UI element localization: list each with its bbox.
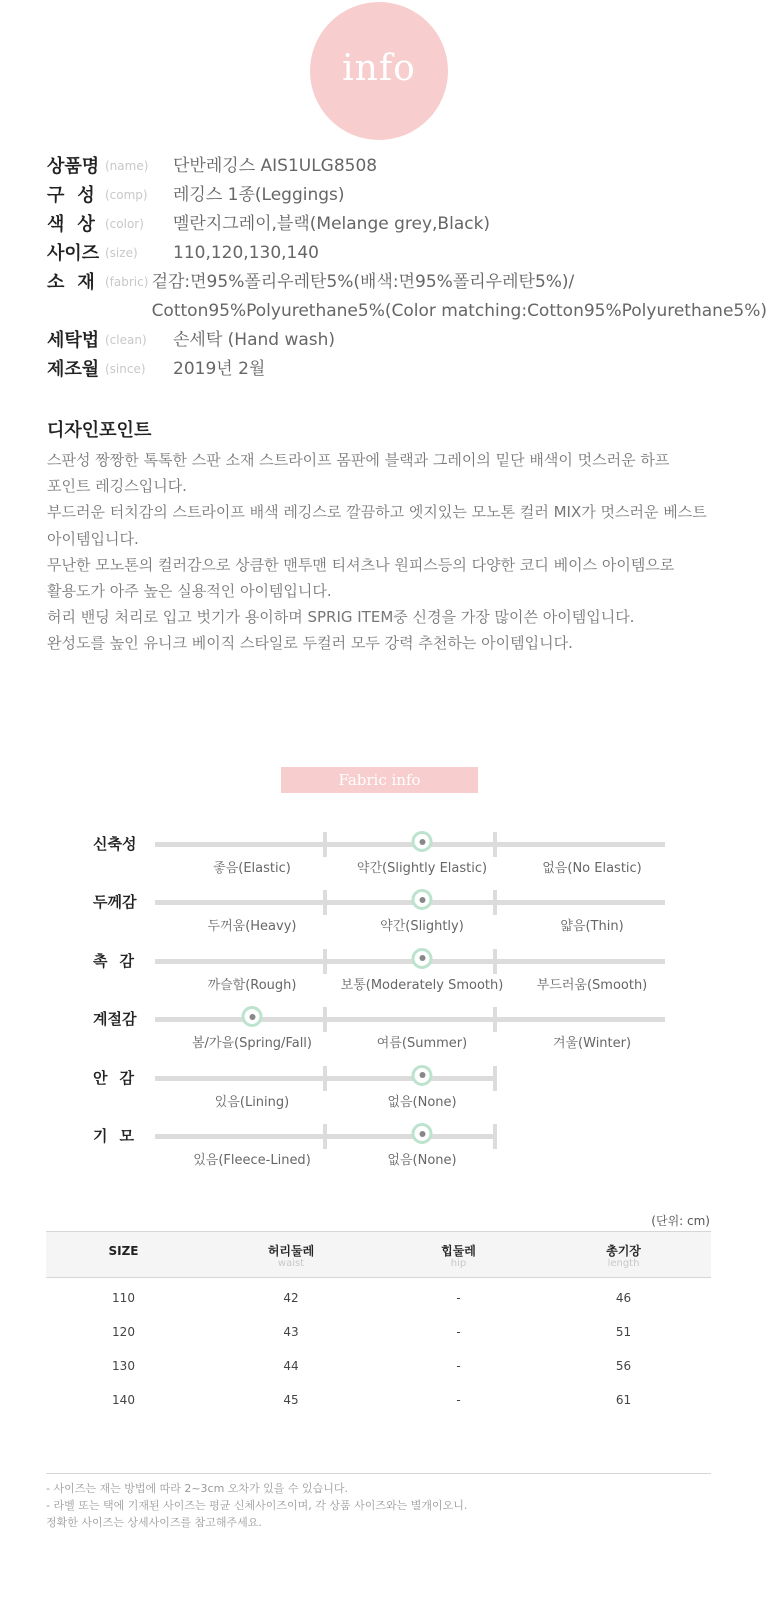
fabric-track <box>155 842 665 847</box>
spec-value-line: 손세탁 (Hand wash) <box>173 330 336 350</box>
spec-value-line: 멜란지그레이,블랙(Melange grey,Black) <box>173 214 491 234</box>
fabric-tick <box>323 890 327 915</box>
fabric-selected-marker <box>412 948 433 969</box>
note-line: 정확한 사이즈는 상세사이즈를 참고해주세요. <box>46 1516 262 1529</box>
spec-en-label: (color) <box>105 217 144 231</box>
spec-value-line: 2019년 2월 <box>173 359 266 379</box>
cell-size: 120 <box>112 1325 135 1339</box>
fabric-option: 약간(Slightly Elastic) <box>356 861 488 876</box>
table-row <box>46 1349 711 1383</box>
cell-hip: - <box>456 1291 461 1305</box>
spec-en-label: (size) <box>105 246 138 260</box>
fabric-tick <box>323 1124 327 1149</box>
cell-length: 46 <box>615 1291 632 1305</box>
design-point-body <box>47 447 747 657</box>
fabric-tick <box>493 832 497 857</box>
header-main: SIZE <box>108 1244 139 1258</box>
spec-value <box>173 210 490 239</box>
fabric-tick <box>493 1007 497 1032</box>
fabric-option: 봄/가을(Spring/Fall) <box>191 1036 312 1052</box>
fabric-tick <box>493 890 497 915</box>
spec-row-size <box>47 239 767 268</box>
cell-size: 140 <box>112 1393 135 1407</box>
spec-value-line: 단반레깅스 AIS1ULG8508 <box>173 156 378 176</box>
size-table-header <box>46 1231 711 1278</box>
spec-value-line: 레깅스 1종(Leggings) <box>173 185 345 205</box>
spec-en-label: (fabric) <box>105 275 149 289</box>
size-notes <box>46 1473 711 1531</box>
fabric-row-label: 계절감 <box>93 1010 137 1029</box>
cell-hip: - <box>456 1393 461 1407</box>
cell-length: 51 <box>615 1325 632 1339</box>
spec-value <box>173 152 377 181</box>
spec-label: 세탁법 <box>47 330 100 351</box>
design-line: 부드러운 터치감의 스트라이프 배색 레깅스로 깔끔하고 엣지있는 모노톤 컬러 MIX가 멋스러운 베스트 <box>47 503 707 522</box>
fabric-option: 까슬함(Rough) <box>207 977 297 993</box>
spec-value-line: 110,120,130,140 <box>173 243 320 263</box>
fabric-selected-marker <box>242 1006 263 1027</box>
fabric-tick <box>493 1124 497 1149</box>
spec-label: 상품명 <box>47 156 100 177</box>
fabric-info-title: Fabric info <box>338 771 421 789</box>
fabric-selected-marker <box>412 1123 433 1144</box>
header-sub: length <box>607 1258 640 1269</box>
fabric-option: 있음(Lining) <box>214 1094 290 1110</box>
fabric-option: 좋음(Elastic) <box>213 861 291 876</box>
table-row <box>46 1281 711 1315</box>
design-line: 허리 밴딩 처리로 입고 벗기가 용이하며 SPRIG ITEM중 신경을 가장 많이쓴 아이템입니다. <box>47 608 635 627</box>
product-spec <box>47 152 767 384</box>
header-length <box>536 1232 711 1277</box>
fabric-option: 없음(None) <box>387 1094 457 1110</box>
spec-en-label: (comp) <box>105 188 148 202</box>
design-line: 활용도가 아주 높은 실용적인 아이템입니다. <box>47 582 332 601</box>
design-line: 무난한 모노톤의 컬러감으로 상큼한 맨투맨 티셔츠나 원피스등의 다양한 코디 베이스 아이템으로 <box>47 555 675 574</box>
cell-waist: 43 <box>283 1325 299 1339</box>
spec-label: 소재 <box>47 272 108 293</box>
fabric-tick <box>323 949 327 974</box>
fabric-track <box>155 959 665 964</box>
header-main: 힙둘레 <box>441 1244 476 1258</box>
fabric-tick <box>493 949 497 974</box>
fabric-tick <box>323 1066 327 1091</box>
fabric-row-label: 두께감 <box>93 893 137 912</box>
info-badge-title: info <box>342 47 416 89</box>
note-line: - 사이즈는 재는 방법에 따라 2~3cm 오차가 있을 수 있습니다. <box>46 1482 349 1495</box>
spec-row-since <box>47 355 767 384</box>
spec-en-label: (since) <box>105 362 146 376</box>
fabric-option: 보통(Moderately Smooth) <box>340 977 504 993</box>
spec-label: 제조월 <box>47 359 100 380</box>
spec-label: 색상 <box>47 214 108 235</box>
header-size <box>46 1232 201 1277</box>
fabric-option: 겨울(Winter) <box>552 1036 632 1052</box>
spec-row-color <box>47 210 767 239</box>
fabric-option: 두꺼움(Heavy) <box>207 919 297 935</box>
spec-value-line: Cotton95%Polyurethane5%(Color matching:Cotton95%Polyurethane5%) <box>151 301 767 321</box>
cell-hip: - <box>456 1359 461 1373</box>
spec-value <box>173 239 319 268</box>
design-line: 스판성 짱짱한 톡톡한 스판 소재 스트라이프 몸판에 블랙과 그레이의 밑단 배색이 멋스러운 하프 <box>47 451 670 469</box>
fabric-option: 없음(No Elastic) <box>542 861 642 876</box>
design-line: 완성도를 높인 유니크 베이직 스타일로 두컬러 모두 강력 추천하는 아이템입니다. <box>47 634 573 653</box>
fabric-tick <box>323 1007 327 1032</box>
fabric-selected-marker <box>412 831 433 852</box>
design-line: 아이템입니다. <box>47 529 139 548</box>
spec-label: 구성 <box>47 185 108 206</box>
spec-value <box>152 268 767 326</box>
fabric-track <box>155 900 665 905</box>
size-table <box>46 1231 711 1417</box>
header-hip <box>381 1232 536 1277</box>
cell-size: 110 <box>112 1291 135 1305</box>
spec-label: 사이즈 <box>47 243 100 264</box>
header-sub: waist <box>277 1258 305 1269</box>
fabric-tick <box>323 832 327 857</box>
fabric-row <box>0 1127 780 1192</box>
fabric-track <box>155 1017 665 1022</box>
header-main: 총기장 <box>606 1244 641 1258</box>
fabric-selected-marker <box>412 889 433 910</box>
info-badge <box>310 2 448 140</box>
cell-size: 130 <box>112 1359 135 1373</box>
fabric-info-badge <box>281 767 478 793</box>
spec-value <box>173 181 345 210</box>
note-line: - 라벨 또는 택에 기재된 사이즈는 평균 신체사이즈이며, 각 상품 사이즈와는 별개이오니. <box>46 1499 468 1512</box>
spec-row-comp <box>47 181 767 210</box>
header-waist <box>201 1232 381 1277</box>
design-line: 포인트 레깅스입니다. <box>47 477 187 496</box>
fabric-selected-marker <box>412 1065 433 1086</box>
cell-length: 61 <box>615 1393 632 1407</box>
fabric-option: 얇음(Thin) <box>560 919 624 935</box>
spec-value-line: 겉감:면95%폴리우레탄5%(배색:면95%폴리우레탄5%)/ <box>151 272 575 292</box>
spec-value <box>173 355 265 384</box>
spec-en-label: (clean) <box>105 333 147 347</box>
spec-row-clean <box>47 326 767 355</box>
header-main: 허리둘레 <box>267 1244 315 1258</box>
fabric-tick <box>493 1066 497 1091</box>
spec-row-fabric <box>47 268 767 326</box>
table-row <box>46 1383 711 1417</box>
design-point-title: 디자인포인트 <box>47 420 152 441</box>
cell-waist: 42 <box>283 1291 299 1305</box>
table-row <box>46 1315 711 1349</box>
fabric-option: 있음(Fleece-Lined) <box>193 1153 311 1168</box>
fabric-row-label: 안감 <box>93 1068 146 1087</box>
fabric-option: 부드러움(Smooth) <box>536 977 648 993</box>
cell-hip: - <box>456 1325 461 1339</box>
size-table-body <box>46 1281 711 1417</box>
header-sub: hip <box>450 1258 467 1269</box>
cell-waist: 45 <box>283 1393 299 1407</box>
spec-value <box>173 326 335 355</box>
fabric-option: 없음(None) <box>387 1153 457 1168</box>
fabric-option: 약간(Slightly) <box>380 919 464 935</box>
spec-en-label: (name) <box>105 159 149 173</box>
spec-row-name <box>47 152 767 181</box>
cell-length: 56 <box>615 1359 632 1373</box>
fabric-row-label: 촉감 <box>93 951 146 970</box>
fabric-row-label: 기모 <box>93 1127 146 1145</box>
fabric-row-label: 신축성 <box>93 835 137 853</box>
size-unit: (단위: cm) <box>651 1214 710 1228</box>
fabric-option: 여름(Summer) <box>376 1036 468 1052</box>
cell-waist: 44 <box>283 1359 299 1373</box>
